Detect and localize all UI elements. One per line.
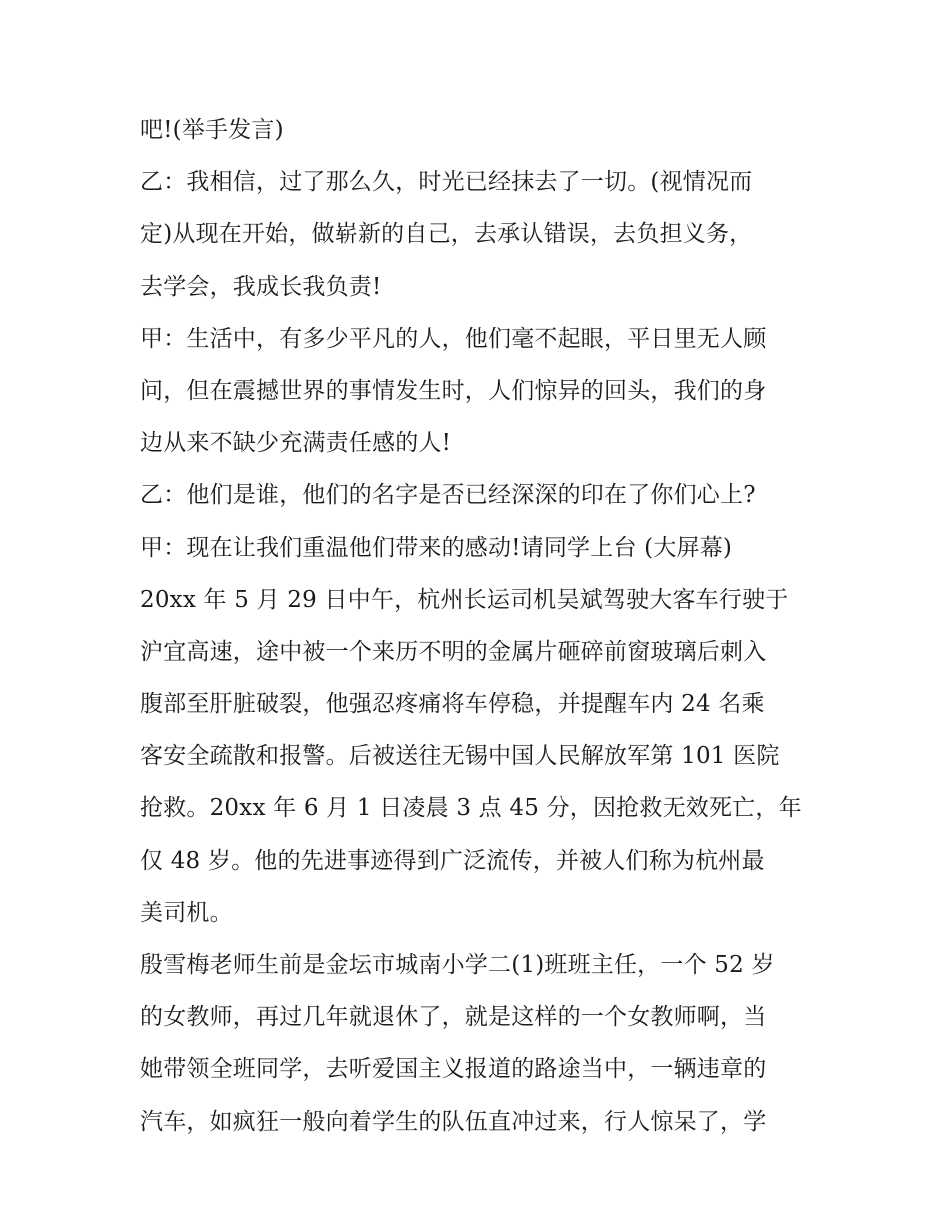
text-line: 抢救。20xx 年 6 月 1 日凌晨 3 点 45 分，因抢救无效死亡，年 — [140, 795, 802, 822]
text-line: 去学会，我成长我负责! — [140, 273, 382, 300]
text-line: 殷雪梅老师生前是金坛市城南小学二(1)班班主任，一个 52 岁 — [140, 952, 775, 978]
text-line: 的女教师，再过几年就退休了，就是这样的一个女教师啊，当 — [140, 1004, 767, 1031]
text-line: 美司机。 — [140, 899, 233, 926]
text-line: 她带领全班同学，去听爱国主义报道的路途当中，一辆违章的 — [140, 1056, 767, 1083]
text-line: 甲：现在让我们重温他们带来的感动!请同学上台 (大屏幕) — [140, 534, 733, 561]
text-line: 20xx 年 5 月 29 日中午，杭州长运司机吴斌驾驶大客车行驶于 — [140, 586, 789, 613]
document-body — [140, 110, 820, 1154]
text-line: 腹部至肝脏破裂，他强忍疼痛将车停稳，并提醒车内 24 名乘 — [140, 691, 765, 718]
text-line: 客安全疏散和报警。后被送往无锡中国人民解放军第 101 医院 — [140, 743, 780, 770]
text-line: 乙：他们是谁，他们的名字是否已经深深的印在了你们心上? — [140, 482, 756, 509]
text-line: 定)从现在开始，做崭新的自己，去承认错误，去负担义务， — [140, 221, 753, 248]
text-line: 边从来不缺少充满责任感的人! — [140, 430, 452, 457]
text-line: 问，但在震撼世界的事情发生时，人们惊异的回头，我们的身 — [140, 377, 767, 404]
text-line: 仅 48 岁。他的先进事迹得到广泛流传，并被人们称为杭州最 — [140, 847, 765, 874]
text-line: 吧!(举手发言) — [140, 117, 284, 143]
text-line: 甲：生活中，有多少平凡的人，他们毫不起眼，平日里无人顾 — [140, 325, 767, 352]
text-line: 乙：我相信，过了那么久，时光已经抹去了一切。(视情况而 — [140, 169, 753, 196]
text-line: 沪宜高速，途中被一个来历不明的金属片砸碎前窗玻璃后刺入 — [140, 638, 767, 665]
text-line: 汽车，如疯狂一般向着学生的队伍直冲过来，行人惊呆了，学 — [140, 1108, 767, 1135]
